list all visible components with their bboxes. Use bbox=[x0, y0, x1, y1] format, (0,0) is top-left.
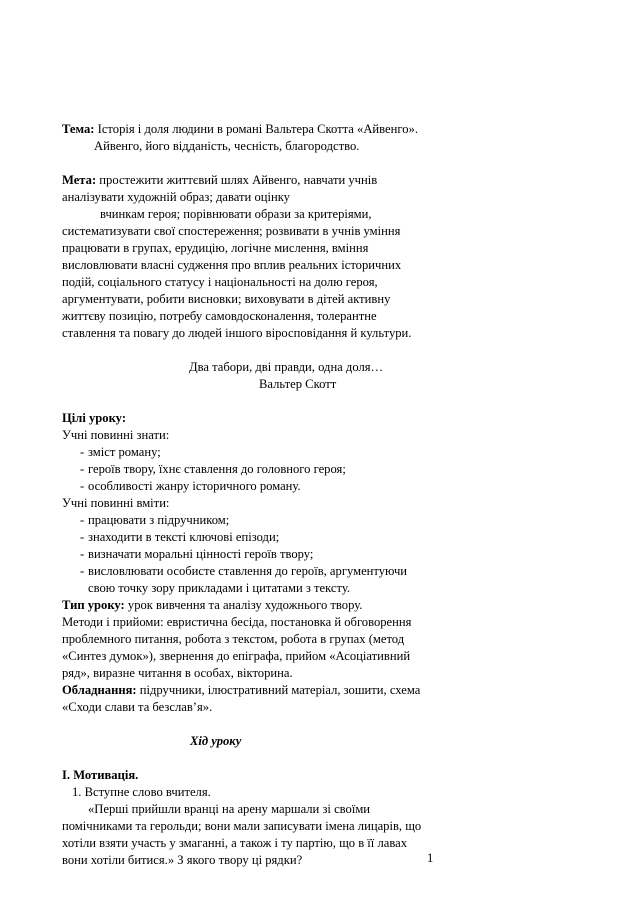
equipment-text: підручники, ілюстративний матеріал, зошити, схема bbox=[136, 683, 421, 697]
equipment-label: Обладнання: bbox=[62, 683, 137, 697]
list-item bbox=[62, 478, 452, 495]
able-intro: Учні повинні вміти: bbox=[62, 496, 170, 510]
motivation-item: 1. Вступне слово вчителя. bbox=[72, 785, 211, 799]
list-dash: - bbox=[80, 530, 85, 544]
motivation-heading: I. Мотивація. bbox=[62, 768, 139, 782]
goal-line: систематизувати свої спостереження; розвивати в учнів уміння bbox=[62, 224, 401, 238]
page-number: 1 bbox=[427, 851, 434, 865]
quote-line: хотіли взяти участь у змаганні, а також і ту партію, що в її лавах bbox=[62, 836, 407, 850]
course-heading: Хід уроку bbox=[190, 734, 242, 748]
list-item bbox=[62, 529, 452, 546]
goal-line: аналізувати художній образ; давати оцінку bbox=[62, 190, 290, 204]
goal-text: простежити життєвий шлях Айвенго, навчати учнів bbox=[96, 173, 378, 187]
topic-line bbox=[62, 121, 452, 138]
list-item bbox=[62, 512, 452, 529]
topic-line-2: Айвенго, його відданість, чесність, благородство. bbox=[94, 139, 360, 153]
goal-line bbox=[62, 172, 452, 189]
quote-line: помічниками та герольди; вони мали записувати імена лицарів, що bbox=[62, 819, 422, 833]
list-dash: - bbox=[80, 547, 85, 561]
epigraph-author: Вальтер Скотт bbox=[259, 377, 337, 391]
topic-text: Історія і доля людини в романі Вальтера Скотта «Айвенго». bbox=[94, 122, 418, 136]
list-dash: - bbox=[80, 513, 85, 527]
lesson-type-line bbox=[62, 597, 452, 614]
objectives-heading: Цілі уроку: bbox=[62, 411, 127, 425]
goal-line: ставлення та повагу до людей іншого віросповідання й культури. bbox=[62, 326, 412, 340]
goal-line: висловлювати власні судження про вплив реальних історичних bbox=[62, 258, 402, 272]
list-dash: - bbox=[80, 479, 85, 493]
goal-line: життєву позицію, потребу самовдосконалення, толерантне bbox=[62, 309, 377, 323]
list-item-continuation: свою точку зору прикладами і цитатами з тексту. bbox=[88, 581, 351, 595]
goal-line: вчинкам героя; порівнювати образи за критеріями, bbox=[100, 207, 372, 221]
goal-label: Мета: bbox=[62, 173, 97, 187]
lesson-type-text: урок вивчення та аналізу художнього твору. bbox=[124, 598, 363, 612]
methods-line: «Синтез думок»), звернення до епіграфа, прийом «Асоціативний bbox=[62, 649, 411, 663]
list-dash: - bbox=[80, 564, 85, 578]
list-item-text: знаходити в тексті ключові епізоди; bbox=[88, 530, 280, 544]
goal-line: подій, соціального статусу і національності на долю героя, bbox=[62, 275, 378, 289]
list-item bbox=[62, 563, 452, 580]
list-item-text: працювати з підручником; bbox=[88, 513, 230, 527]
list-item bbox=[62, 546, 452, 563]
list-item-text: визначати моральні цінності героїв твору; bbox=[88, 547, 314, 561]
list-item-text: особливості жанру історичного роману. bbox=[88, 479, 301, 493]
lesson-type-label: Тип уроку: bbox=[62, 598, 125, 612]
list-item-text: зміст роману; bbox=[88, 445, 161, 459]
document-body bbox=[62, 121, 452, 869]
methods-line: проблемного питання, робота з текстом, робота в групах (метод bbox=[62, 632, 405, 646]
list-item-text: висловлювати особисте ставлення до героїв, аргументуючи bbox=[88, 564, 408, 578]
list-dash: - bbox=[80, 445, 85, 459]
equipment-line-2: «Сходи слави та безслав’я». bbox=[62, 700, 213, 714]
know-intro: Учні повинні знати: bbox=[62, 428, 170, 442]
equipment-line bbox=[62, 682, 452, 699]
quote-line: вони хотіли битися.» З якого твору ці рядки? bbox=[62, 853, 303, 867]
list-item bbox=[62, 461, 452, 478]
list-item-text: героїв твору, їхнє ставлення до головного героя; bbox=[88, 462, 346, 476]
quote-line: «Перші прийшли вранці на арену маршали зі своїми bbox=[88, 802, 371, 816]
list-dash: - bbox=[80, 462, 85, 476]
methods-line: ряд», виразне читання в особах, вікторина. bbox=[62, 666, 293, 680]
goal-line: аргументувати, робити висновки; виховувати в дітей активну bbox=[62, 292, 391, 306]
list-item bbox=[62, 444, 452, 461]
epigraph-text: Два табори, дві правди, одна доля… bbox=[189, 360, 384, 374]
topic-label: Тема: bbox=[62, 122, 95, 136]
methods-line: Методи і прийоми: евристична бесіда, постановка й обговорення bbox=[62, 615, 412, 629]
goal-line: працювати в групах, ерудицію, логічне мислення, вміння bbox=[62, 241, 369, 255]
